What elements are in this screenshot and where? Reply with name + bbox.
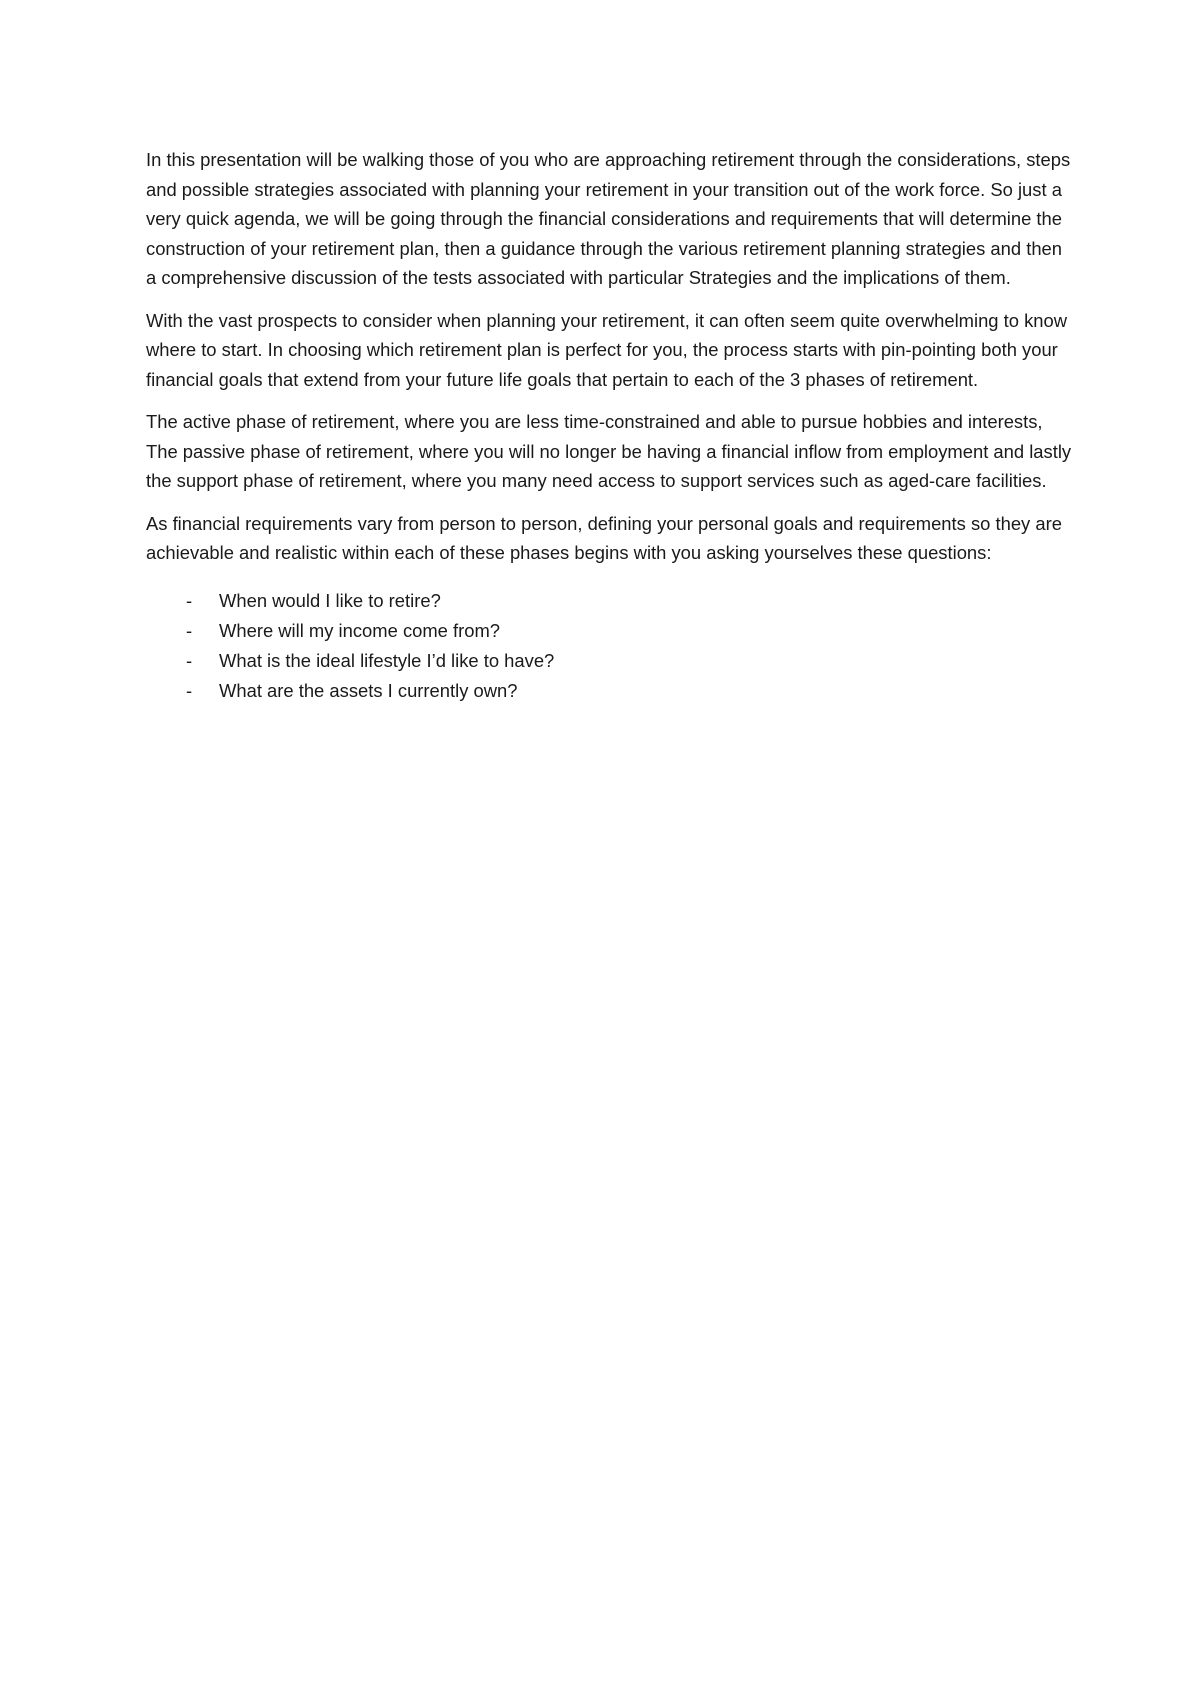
list-item [146,616,1076,646]
bullet-dash: - [186,619,193,641]
question-text: What are the assets I currently own? [219,679,518,701]
bullet-dash: - [186,649,193,671]
document-body [146,145,1076,706]
bullet-dash: - [186,679,193,701]
question-text: What is the ideal lifestyle I’d like to have? [219,649,555,671]
list-item [146,676,1076,706]
bullet-dash: - [186,589,193,611]
question-text: Where will my income come from? [219,619,501,641]
question-text: When would I like to retire? [219,589,441,611]
list-item [146,586,1076,616]
phases-paragraph: The active phase of retirement, where you are less time-constrained and able to pursue hobbies and interests, The passive phase of retirement, where you will no longer be having a financial inflow from employment and lastly the support phase of retirement, where you many need access to support services such as aged-care facilities. [146,411,1072,491]
planning-paragraph: With the vast prospects to consider when planning your retirement, it can often seem quite overwhelming to know where to start. In choosing which retirement plan is perfect for you, the process starts with pin-pointing both your financial goals that extend from your future life goals that pertain to each of the 3 phases of retirement. [146,309,1068,390]
questions-list [146,586,1076,706]
list-item [146,646,1076,676]
questions-intro-paragraph: As financial requirements vary from person to person, defining your personal goals and requirements so they are achievable and realistic within each of these phases begins with you asking yourselves these questions: [146,512,1062,563]
intro-paragraph: In this presentation will be walking those of you who are approaching retirement through the considerations, steps and possible strategies associated with planning your retirement in your transition out of the work force. So just a very quick agenda, we will be going through the financial considerations and requirements that will determine the construction of your retirement plan, then a guidance through the various retirement planning strategies and then a comprehensive discussion of the tests associated with particular Strategies and the implications of them. [146,149,1071,288]
